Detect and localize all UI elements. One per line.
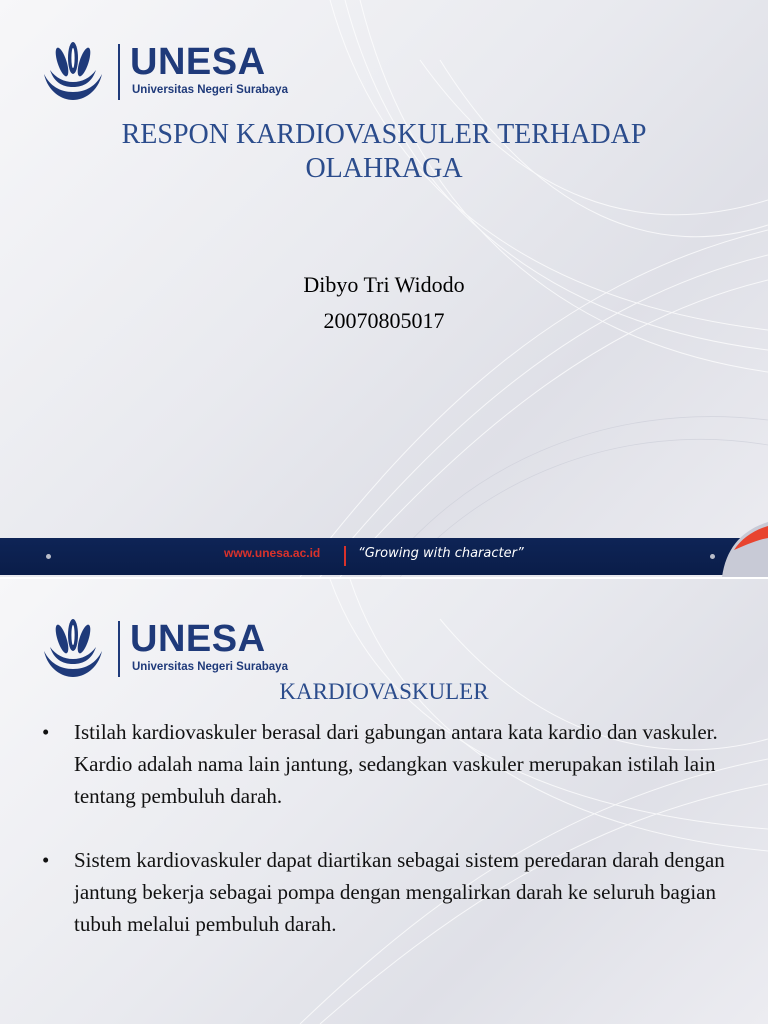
- logo-wordmark: UNESA: [130, 618, 266, 660]
- logo-subtitle: Universitas Negeri Surabaya: [132, 661, 288, 673]
- author-name: Dibyo Tri Widodo: [303, 272, 465, 297]
- logo-wordmark: UNESA: [130, 41, 266, 83]
- unesa-emblem-icon: [40, 617, 106, 681]
- unesa-emblem-icon: [40, 40, 106, 104]
- author-id: 20070805017: [323, 308, 445, 333]
- bullet-icon: •: [42, 848, 50, 872]
- slide-content: [0, 579, 768, 1024]
- bullet-icon: •: [42, 720, 50, 744]
- footer-separator: [344, 546, 346, 566]
- bullet-text: Istilah kardiovaskuler berasal dari gabungan antara kata kardio dan vaskuler. Kardio adalah nama lain jantung, sedangkan vaskuler merupakan istilah lain tentang pembuluh darah.: [74, 720, 718, 808]
- unesa-logo: [40, 40, 288, 104]
- logo-divider: [118, 44, 120, 100]
- logo-subtitle: Universitas Negeri Surabaya: [132, 84, 288, 96]
- bullet-list: [40, 716, 730, 940]
- slide-title-text: RESPON KARDIOVASKULER TERHADAP OLAHRAGA: [121, 119, 647, 184]
- logo-divider: [118, 621, 120, 677]
- unesa-logo: [40, 617, 288, 681]
- footer-url: www.unesa.ac.id: [224, 546, 321, 560]
- bullet-text: Sistem kardiovaskuler dapat diartikan sebagai sistem peredaran darah dengan jantung bekerja sebagai pompa dengan mengalirkan darah ke seluruh bagian tubuh melalui pembuluh darah.: [74, 848, 725, 936]
- footer-slogan: “Growing with character”: [358, 546, 524, 561]
- footer-dot-left: [46, 554, 51, 559]
- footer-bar: [0, 538, 768, 575]
- section-title: KARDIOVASKULER: [279, 679, 489, 704]
- bullet-item: [40, 844, 730, 940]
- corner-accent-icon: [712, 518, 768, 577]
- bullet-item: [40, 716, 730, 812]
